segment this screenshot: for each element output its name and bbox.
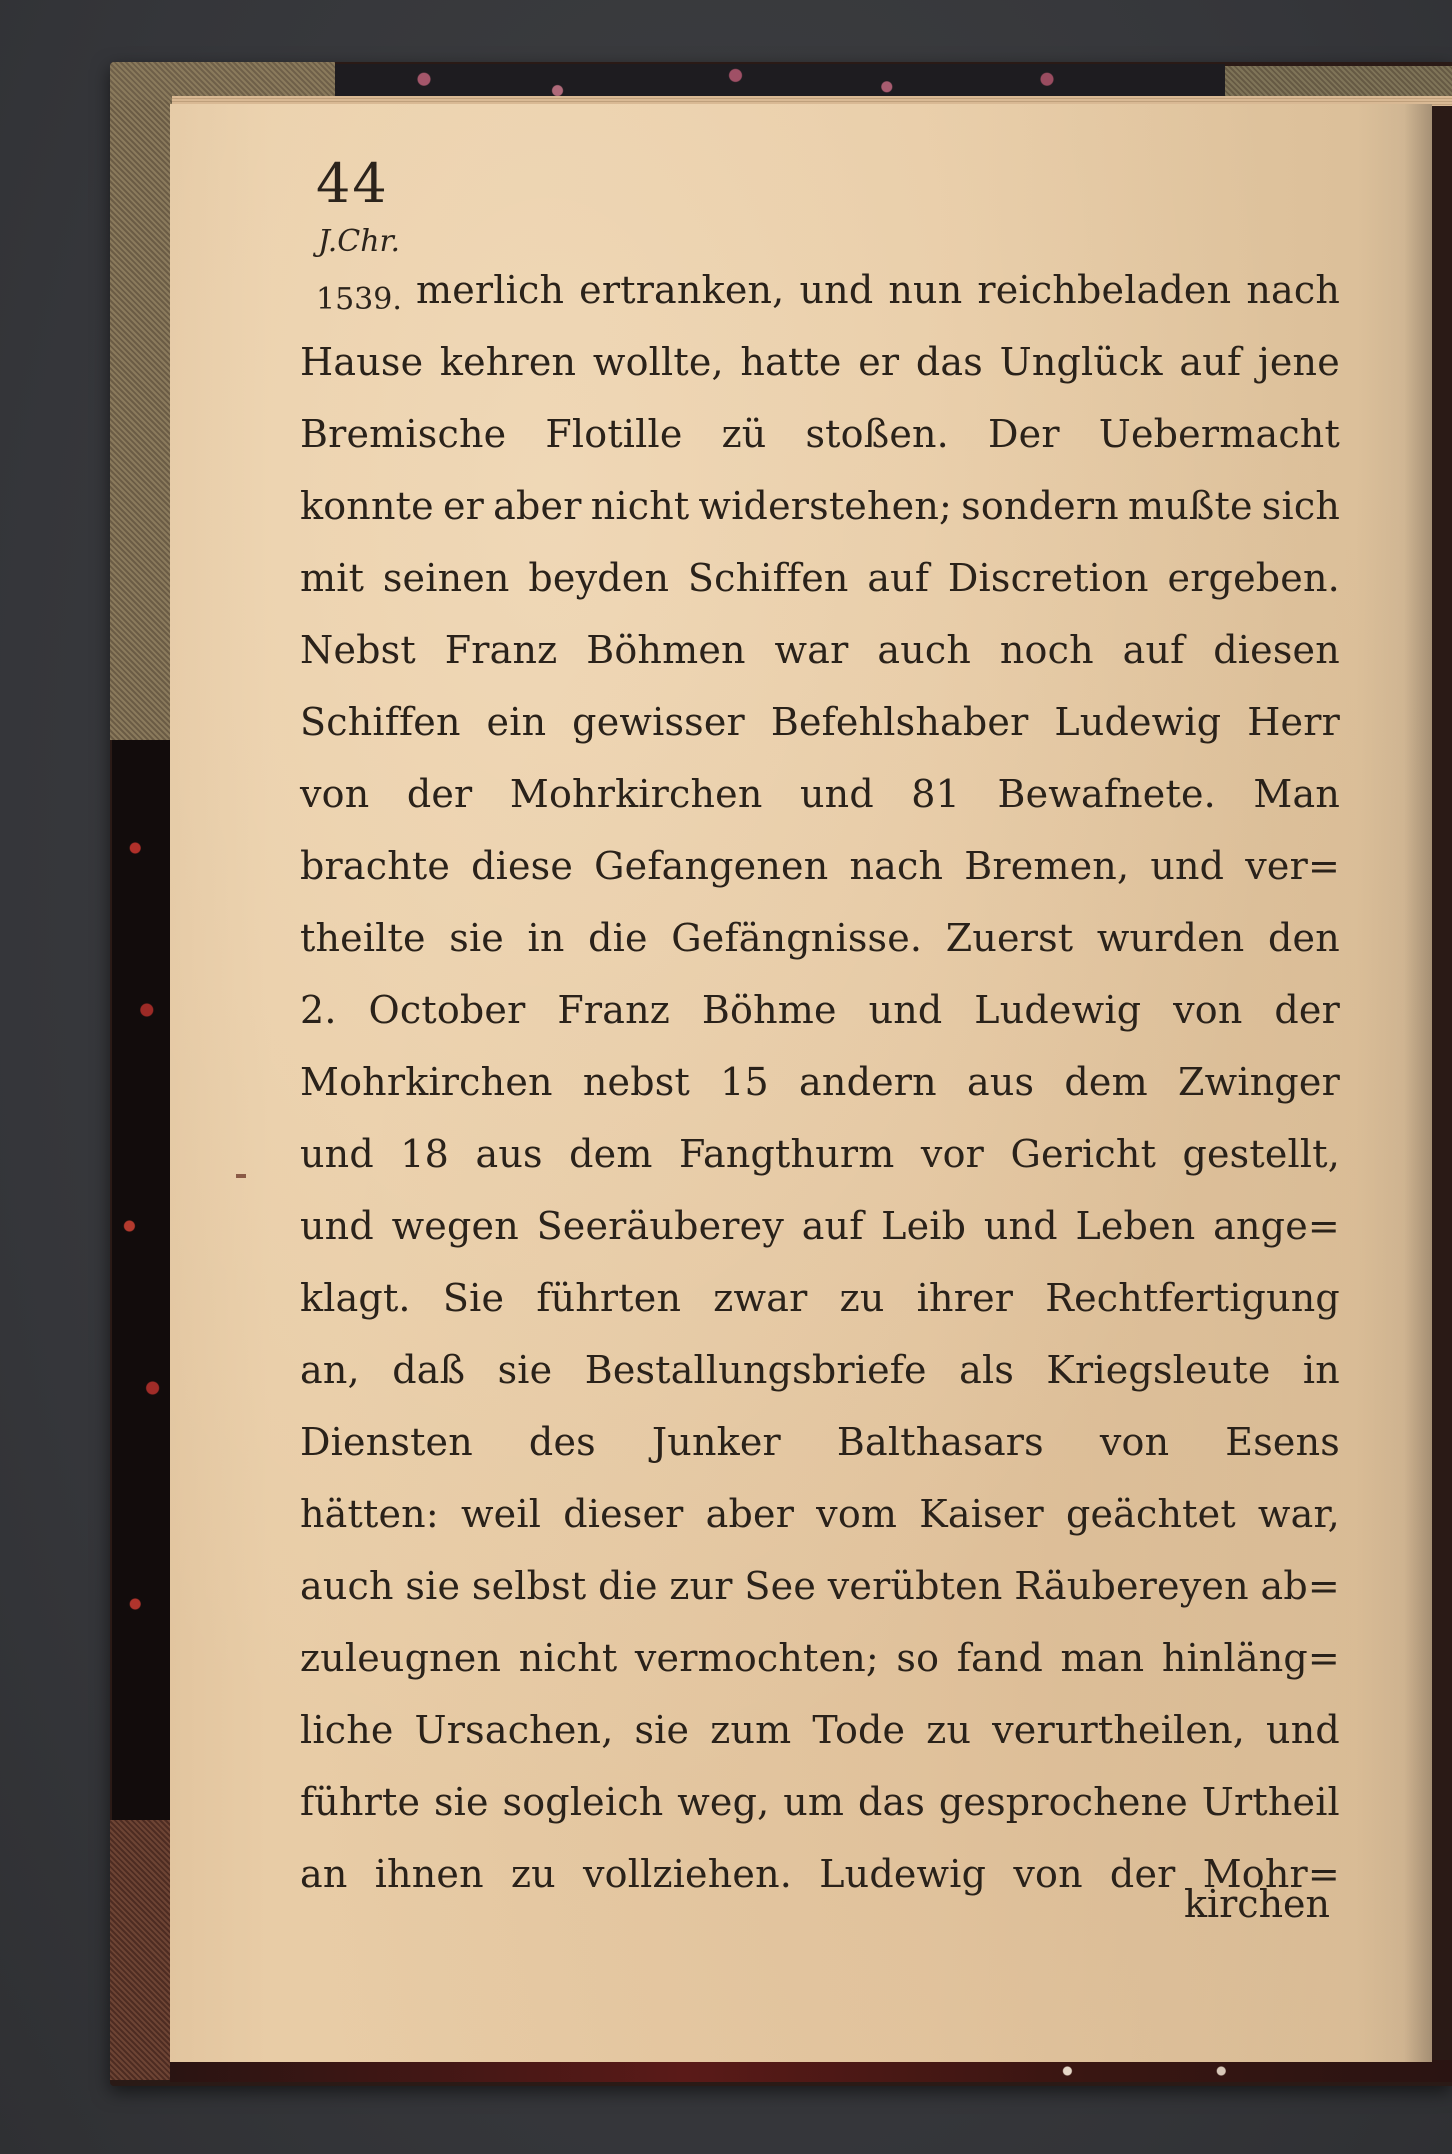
word: Gefangenen bbox=[594, 844, 829, 888]
word: mit bbox=[300, 556, 365, 600]
word: Gericht bbox=[1010, 1132, 1157, 1176]
word: zur bbox=[669, 1564, 733, 1608]
word: Balthasars bbox=[836, 1420, 1044, 1464]
text-line bbox=[300, 758, 1340, 830]
word: mußte bbox=[1128, 484, 1253, 528]
word: weil bbox=[460, 1492, 542, 1536]
word: Franz bbox=[557, 988, 671, 1032]
word: andern bbox=[799, 1060, 937, 1104]
text-line bbox=[300, 1190, 1340, 1262]
word: kehren bbox=[439, 340, 577, 384]
word: Leib bbox=[881, 1204, 967, 1248]
word: Diensten bbox=[300, 1420, 473, 1464]
word: Bewafnete. bbox=[997, 772, 1216, 816]
word: an bbox=[300, 1852, 348, 1896]
word: die bbox=[598, 1564, 658, 1608]
word: sie bbox=[634, 1708, 690, 1752]
word: Böhmen bbox=[586, 628, 746, 672]
word: Nebst bbox=[300, 628, 416, 672]
word: Rechtfertigung bbox=[1045, 1276, 1340, 1320]
word: daß bbox=[392, 1348, 466, 1392]
text-line bbox=[300, 1766, 1340, 1838]
word: Tode bbox=[812, 1708, 906, 1752]
word: der bbox=[1274, 988, 1340, 1032]
word: wegen bbox=[391, 1204, 519, 1248]
catchword: kirchen bbox=[1183, 1882, 1330, 1926]
word: widerstehen; bbox=[698, 484, 953, 528]
word: und bbox=[1266, 1708, 1340, 1752]
word: sie bbox=[433, 1780, 489, 1824]
word: nach bbox=[1246, 268, 1340, 312]
word: merlich bbox=[416, 268, 565, 312]
word: zwar bbox=[713, 1276, 808, 1320]
text-line bbox=[300, 398, 1340, 470]
text-line bbox=[300, 1262, 1340, 1334]
word: theilte bbox=[300, 916, 426, 960]
word: der bbox=[1109, 1852, 1176, 1896]
word: sich bbox=[1261, 484, 1340, 528]
word: aus bbox=[475, 1132, 543, 1176]
word: nebst bbox=[582, 1060, 690, 1104]
word: aber bbox=[705, 1492, 795, 1536]
binding-marbled-paper-left bbox=[112, 740, 170, 1820]
word: vor bbox=[920, 1132, 985, 1176]
word: Discretion bbox=[947, 556, 1149, 600]
word: des bbox=[528, 1420, 596, 1464]
word: das bbox=[915, 340, 983, 384]
word: Befehlshaber bbox=[770, 700, 1029, 744]
word: zu bbox=[926, 1708, 972, 1752]
word: vollziehen. bbox=[583, 1852, 793, 1896]
word: er bbox=[858, 340, 900, 384]
word: nun bbox=[888, 268, 963, 312]
word: an, bbox=[300, 1348, 360, 1392]
word: sogleich bbox=[502, 1780, 664, 1824]
word: hatte bbox=[740, 340, 842, 384]
word: auch bbox=[300, 1564, 394, 1608]
word: Sie bbox=[442, 1276, 505, 1320]
word: aber bbox=[493, 484, 582, 528]
word: Mohr= bbox=[1202, 1852, 1340, 1896]
word: Seeräuberey bbox=[536, 1204, 784, 1248]
word: hätten: bbox=[300, 1492, 439, 1536]
page-number: 44 bbox=[316, 152, 389, 215]
word: Räubereyen bbox=[1014, 1564, 1249, 1608]
word: vom bbox=[816, 1492, 898, 1536]
text-line bbox=[300, 1550, 1340, 1622]
word: brachte bbox=[300, 844, 451, 888]
word: und bbox=[868, 988, 943, 1032]
word: Zuerst bbox=[945, 916, 1074, 960]
word: von bbox=[1013, 1852, 1083, 1896]
margin-mark bbox=[236, 1174, 246, 1178]
text-line bbox=[300, 1046, 1340, 1118]
binding-cloth-bottom-left bbox=[110, 1820, 170, 2080]
word: gesprochene bbox=[938, 1780, 1188, 1824]
word: war, bbox=[1257, 1492, 1340, 1536]
word: Leben bbox=[1075, 1204, 1196, 1248]
word: sie bbox=[405, 1564, 461, 1608]
word: als bbox=[959, 1348, 1015, 1392]
word: Ludewig bbox=[819, 1852, 987, 1896]
word: 18 bbox=[400, 1132, 450, 1176]
word: Bestallungsbriefe bbox=[584, 1348, 927, 1392]
word: diesen bbox=[1213, 628, 1340, 672]
word: zu bbox=[839, 1276, 885, 1320]
word: klagt. bbox=[300, 1276, 411, 1320]
word: zum bbox=[710, 1708, 792, 1752]
text-line bbox=[300, 470, 1340, 542]
margin-note-era: J.Chr. bbox=[318, 224, 401, 259]
text-line bbox=[300, 902, 1340, 974]
word: Urtheil bbox=[1201, 1780, 1340, 1824]
word: auf bbox=[867, 556, 930, 600]
word: reichbeladen bbox=[977, 268, 1232, 312]
word: und bbox=[300, 1132, 374, 1176]
word: Fangthurm bbox=[679, 1132, 895, 1176]
text-line bbox=[300, 1694, 1340, 1766]
word: ihnen bbox=[374, 1852, 484, 1896]
word: ein bbox=[486, 700, 547, 744]
word: Junker bbox=[651, 1420, 781, 1464]
word: dem bbox=[1064, 1060, 1148, 1104]
word: war bbox=[774, 628, 849, 672]
book-page bbox=[170, 104, 1432, 2062]
word: ertranken, bbox=[579, 268, 785, 312]
word: nicht bbox=[518, 1636, 618, 1680]
word: sondern bbox=[961, 484, 1119, 528]
word: Der bbox=[987, 412, 1060, 456]
word: zu bbox=[510, 1852, 556, 1896]
word: und bbox=[983, 1204, 1058, 1248]
text-line bbox=[300, 326, 1340, 398]
word: Schiffen bbox=[687, 556, 849, 600]
word: Unglück bbox=[999, 340, 1163, 384]
word: Hause bbox=[300, 340, 424, 384]
word: führte bbox=[300, 1780, 421, 1824]
word: vermochten; bbox=[634, 1636, 879, 1680]
word: auf bbox=[1122, 628, 1185, 672]
word: verübten bbox=[827, 1564, 1003, 1608]
word: man bbox=[1060, 1636, 1145, 1680]
word: Kaiser bbox=[919, 1492, 1044, 1536]
word: auch bbox=[877, 628, 972, 672]
word: so bbox=[896, 1636, 940, 1680]
word: Zwinger bbox=[1178, 1060, 1340, 1104]
word: Bremen, bbox=[964, 844, 1130, 888]
word: und bbox=[799, 268, 874, 312]
word: October bbox=[368, 988, 526, 1032]
word: sie bbox=[449, 916, 504, 960]
word: ergeben. bbox=[1167, 556, 1340, 600]
text-line bbox=[300, 1622, 1340, 1694]
text-line bbox=[300, 1406, 1340, 1478]
body-text bbox=[300, 254, 1340, 1910]
word: von bbox=[1173, 988, 1243, 1032]
word: ab= bbox=[1260, 1564, 1340, 1608]
word: Franz bbox=[444, 628, 558, 672]
text-line bbox=[300, 686, 1340, 758]
word: Ludewig bbox=[1054, 700, 1222, 744]
word: Schiffen bbox=[300, 700, 461, 744]
word: aus bbox=[967, 1060, 1035, 1104]
word: gewisser bbox=[572, 700, 745, 744]
word: jene bbox=[1257, 340, 1340, 384]
word: ihrer bbox=[916, 1276, 1014, 1320]
word: die bbox=[588, 916, 648, 960]
word: seinen bbox=[382, 556, 510, 600]
word: der bbox=[406, 772, 473, 816]
word: weg, bbox=[677, 1780, 770, 1824]
word: auf bbox=[1179, 340, 1242, 384]
word: wollte, bbox=[592, 340, 724, 384]
word: konnte bbox=[300, 484, 434, 528]
word: 15 bbox=[720, 1060, 769, 1104]
word: von bbox=[1099, 1420, 1170, 1464]
word: fand bbox=[956, 1636, 1044, 1680]
word: Gefängnisse. bbox=[671, 916, 923, 960]
word: gestellt, bbox=[1182, 1132, 1340, 1176]
word: dieser bbox=[563, 1492, 684, 1536]
word: geächtet bbox=[1065, 1492, 1236, 1536]
word: Esens bbox=[1225, 1420, 1340, 1464]
word: nicht bbox=[590, 484, 690, 528]
word: dem bbox=[569, 1132, 653, 1176]
text-line bbox=[300, 1478, 1340, 1550]
word: Bremische bbox=[300, 412, 507, 456]
word: noch bbox=[999, 628, 1094, 672]
word: zü bbox=[721, 412, 767, 456]
word: Böhme bbox=[701, 988, 837, 1032]
word: von bbox=[300, 772, 370, 816]
word: sie bbox=[497, 1348, 553, 1392]
word: Herr bbox=[1247, 700, 1340, 744]
word: liche bbox=[300, 1708, 394, 1752]
word: Ursachen, bbox=[414, 1708, 614, 1752]
word: Man bbox=[1253, 772, 1340, 816]
word: Flotille bbox=[545, 412, 683, 456]
word: das bbox=[857, 1780, 926, 1824]
word: 81 bbox=[911, 772, 961, 816]
binding-cloth-left bbox=[110, 100, 170, 740]
word: See bbox=[744, 1564, 817, 1608]
word: wurden bbox=[1096, 916, 1245, 960]
word: und bbox=[300, 1204, 374, 1248]
word: ange= bbox=[1213, 1204, 1340, 1248]
word: in bbox=[1302, 1348, 1340, 1392]
text-line bbox=[300, 830, 1340, 902]
page-gutter-shadow bbox=[1404, 104, 1432, 2062]
word: er bbox=[442, 484, 484, 528]
word: in bbox=[527, 916, 565, 960]
word: Uebermacht bbox=[1098, 412, 1340, 456]
word: und bbox=[1150, 844, 1225, 888]
word: stoßen. bbox=[805, 412, 949, 456]
word: auf bbox=[801, 1204, 864, 1248]
word: beyden bbox=[528, 556, 670, 600]
text-line bbox=[300, 542, 1340, 614]
word: verurtheilen, bbox=[992, 1708, 1246, 1752]
word: hinläng= bbox=[1161, 1636, 1340, 1680]
word: selbst bbox=[471, 1564, 587, 1608]
text-line bbox=[300, 1334, 1340, 1406]
word: Ludewig bbox=[974, 988, 1142, 1032]
word: Kriegsleute bbox=[1046, 1348, 1271, 1392]
text-line bbox=[300, 614, 1340, 686]
text-line bbox=[300, 1118, 1340, 1190]
margin-note-year: 1539. bbox=[316, 282, 402, 317]
text-line bbox=[300, 254, 1340, 326]
binding-marbled-paper-bottom bbox=[170, 2060, 1452, 2082]
word: Mohrkirchen bbox=[300, 1060, 553, 1104]
word: führten bbox=[536, 1276, 682, 1320]
word: den bbox=[1268, 916, 1340, 960]
word: nach bbox=[849, 844, 944, 888]
word: 2. bbox=[300, 988, 337, 1032]
word: um bbox=[783, 1780, 845, 1824]
word: ver= bbox=[1245, 844, 1340, 888]
word: Mohrkirchen bbox=[509, 772, 763, 816]
word: und bbox=[799, 772, 874, 816]
text-line bbox=[300, 974, 1340, 1046]
word: zuleugnen bbox=[300, 1636, 502, 1680]
word: diese bbox=[471, 844, 574, 888]
